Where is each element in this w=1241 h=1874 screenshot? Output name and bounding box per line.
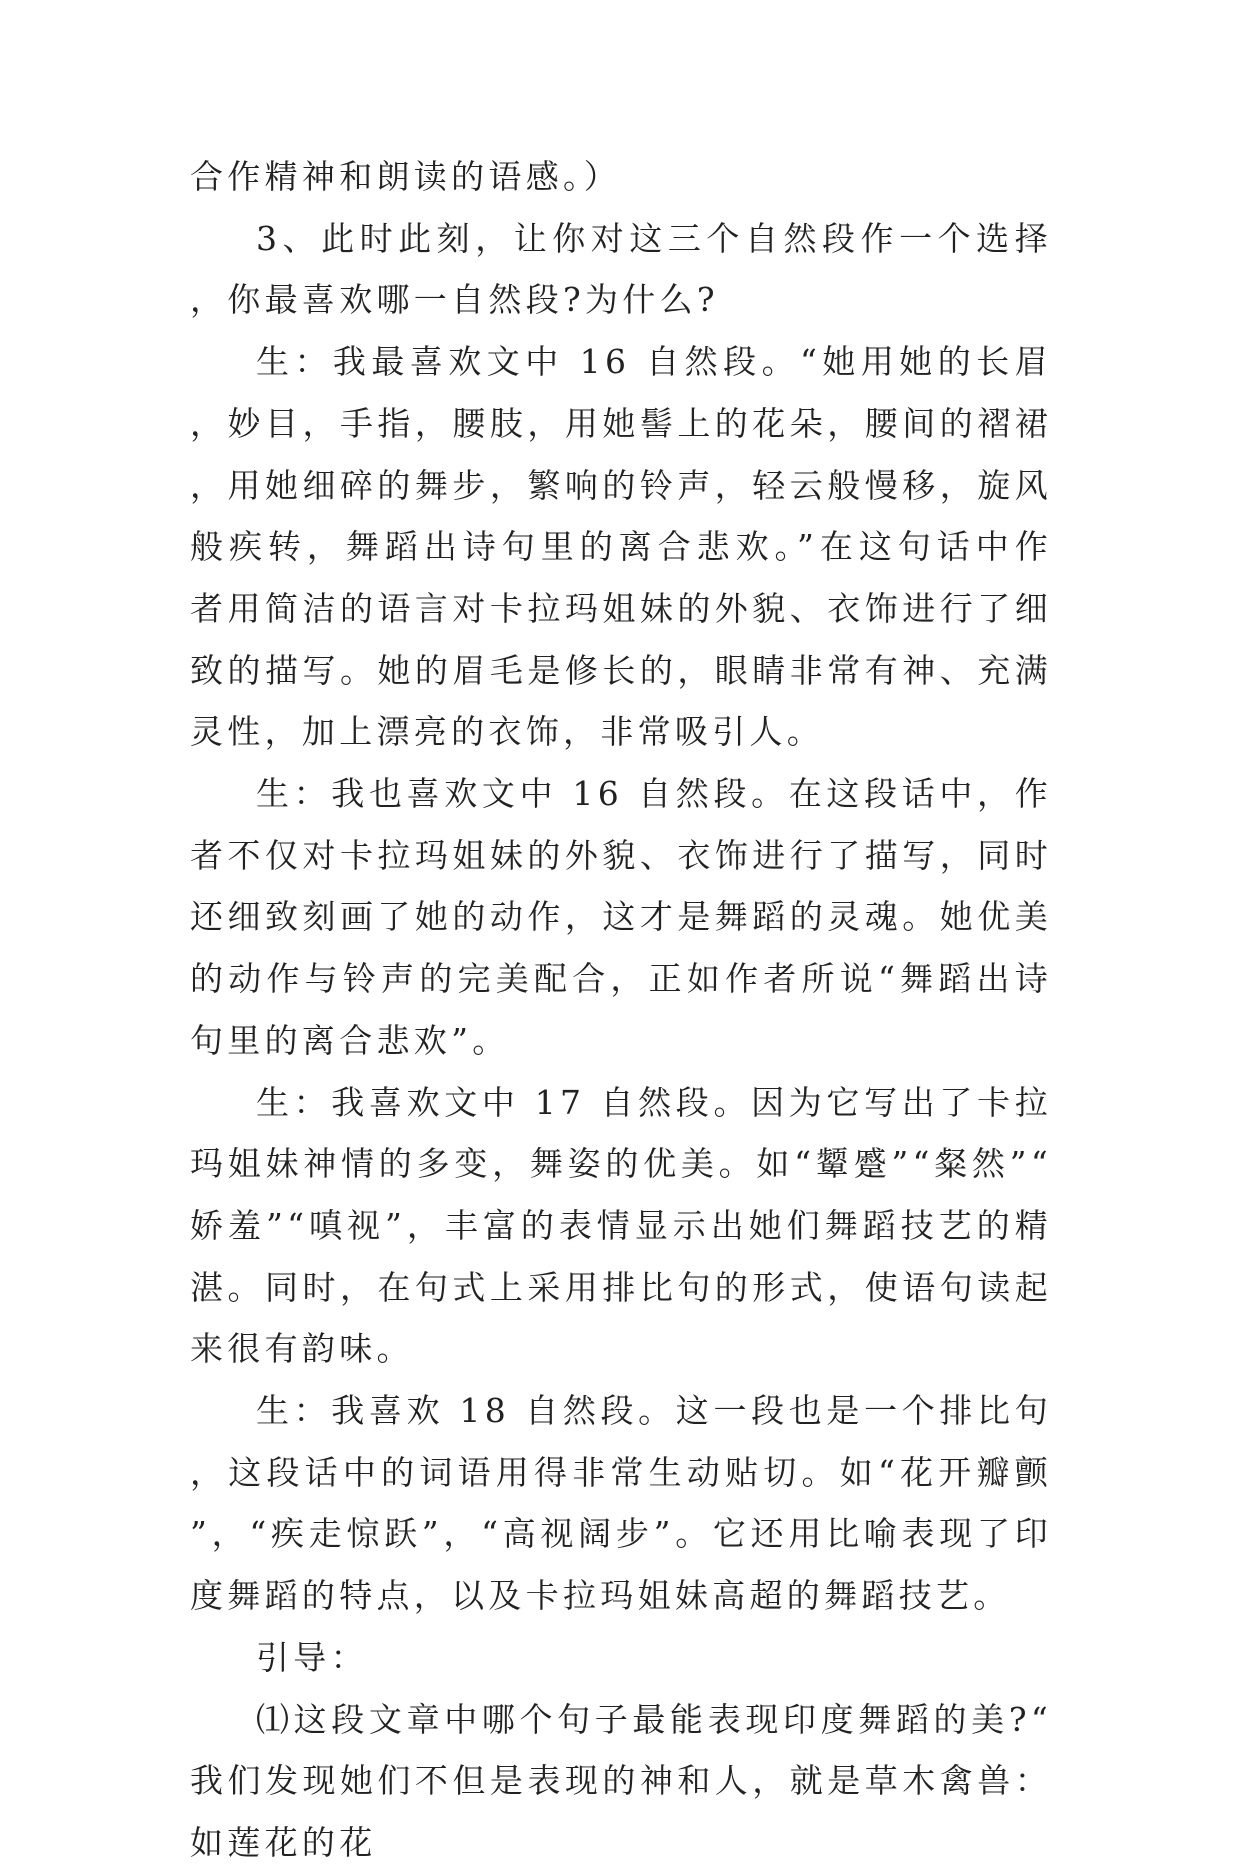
paragraph: 引导： <box>256 1637 368 1677</box>
paragraph: ⑴这段文章中哪个句子最能表现印度舞蹈的美?“我们发现她们不但是表现的神和人，就是草木禽兽：如莲花的花 <box>190 1699 1052 1862</box>
paragraph: 3、此时此刻，让你对这三个自然段作一个选择，你最喜欢哪一自然段?为什么? <box>190 218 1052 320</box>
paragraph: 生：我最喜欢文中 16 自然段。“她用她的长眉，妙目，手指，腰肢，用她髻上的花朵，腰间的褶裙，用她细碎的舞步，繁响的铃声，轻云般慢移，旋风般疾转，舞蹈出诗句里的离合悲欢。”在这句话中作者用简洁的语言对卡拉玛姐妹的外貌、衣饰进行了细致的描写。她的眉毛是修长的，眼睛非常有神、充满灵性，加上漂亮的衣饰，非常吸引人。 <box>190 342 1052 752</box>
paragraph: 生：我喜欢 18 自然段。这一段也是一个排比句，这段话中的词语用得非常生动贴切。如“花开瓣颤”，“疾走惊跃”，“高视阔步”。它还用比喻表现了印度舞蹈的特点，以及卡拉玛姐妹高超的舞蹈技艺。 <box>190 1391 1052 1616</box>
body-text <box>190 146 1052 1874</box>
paragraph: 合作精神和朗读的语感。） <box>190 157 622 196</box>
paragraph: 生：我也喜欢文中 16 自然段。在这段话中，作者不仅对卡拉玛姐妹的外貌、衣饰进行了描写，同时还细致刻画了她的动作，这才是舞蹈的灵魂。她优美的动作与铃声的完美配合，正如作者所说“舞蹈出诗句里的离合悲欢”。 <box>190 774 1052 1060</box>
paragraph: 生：我喜欢文中 17 自然段。因为它写出了卡拉玛姐妹神情的多变，舞姿的优美。如“颦蹙”“粲然”“娇羞”“嗔视”，丰富的表情显示出她们舞蹈技艺的精湛。同时，在句式上采用排比句的形式，使语句读起来很有韵味。 <box>190 1082 1052 1369</box>
